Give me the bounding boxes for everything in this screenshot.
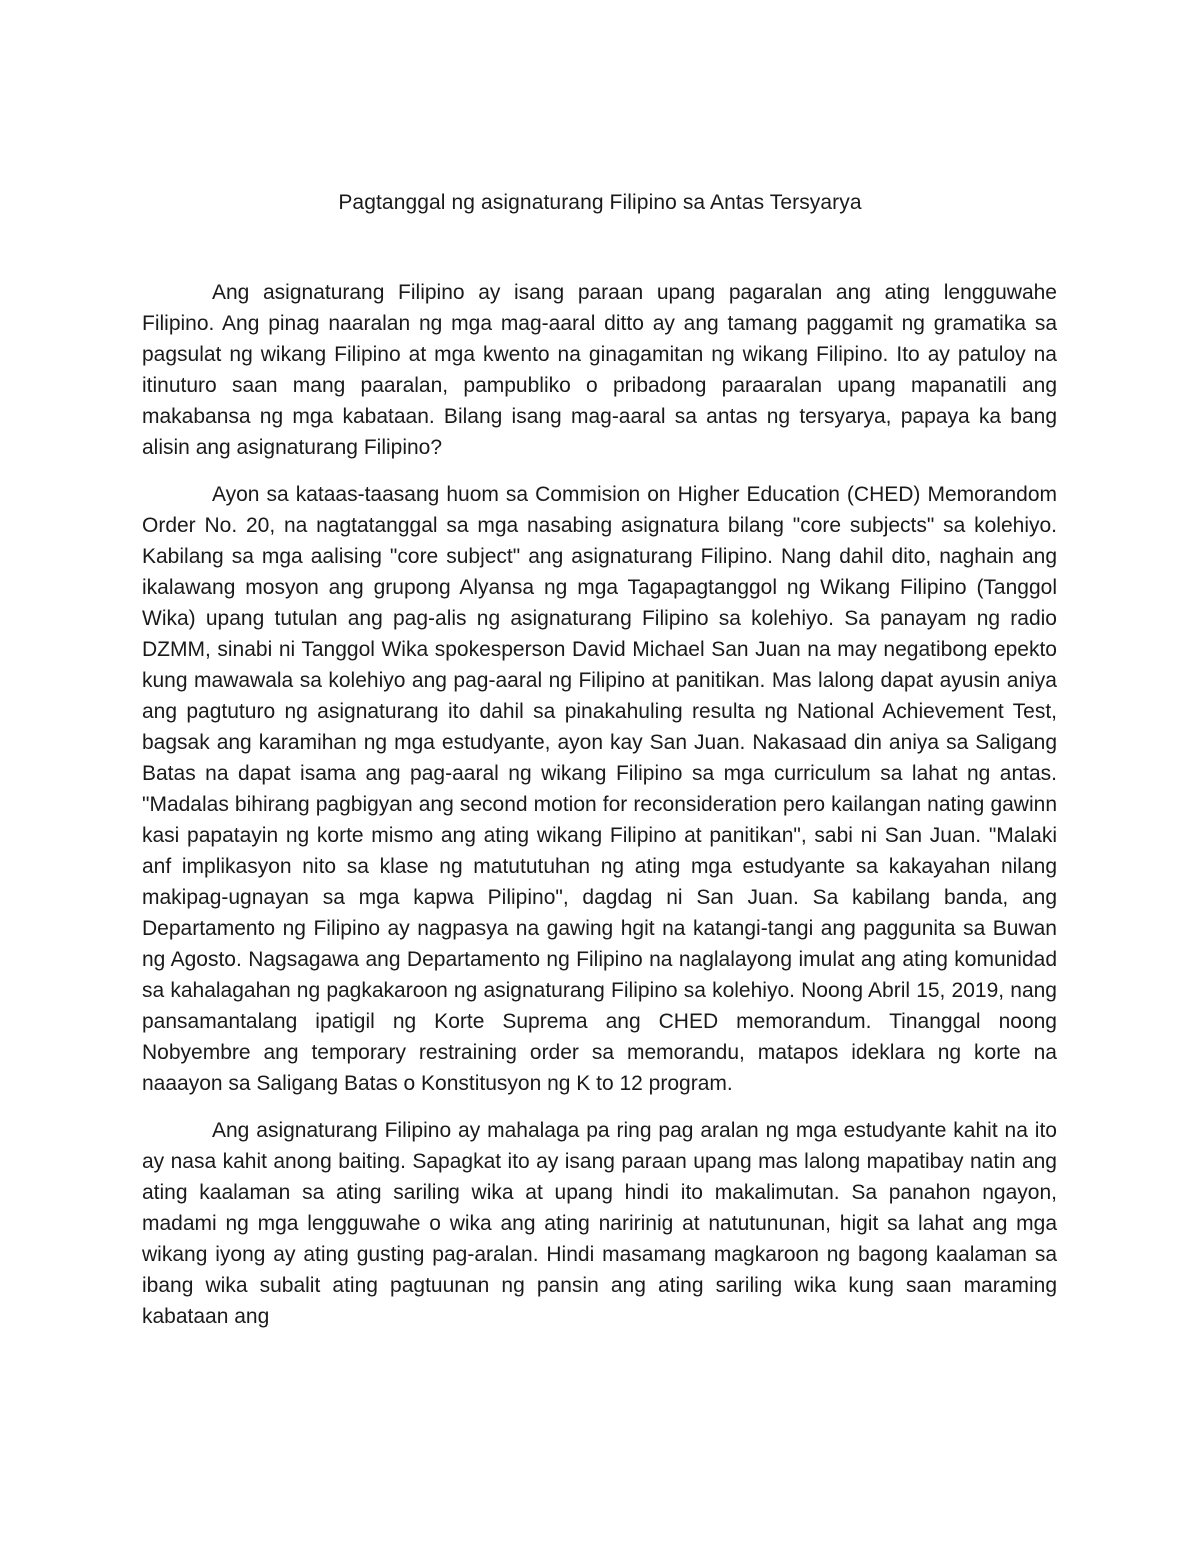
paragraph-ched-memorandum: Ayon sa kataas-taasang huom sa Commision on Higher Education (CHED) Memorandom Order No. 20, na nagtatanggal sa mga nasabing asignatura bilang "core subjects" sa kolehiyo. Kabilang sa mga aalising "core subject" ang asignaturang Filipino. Nang dahil dito, naghain ang ikalawang mosyon ang grupong Alyansa ng mga Tagapagtanggol ng Wikang Filipino (Tanggol Wika) upang tutulan ang pag-alis ng asignaturang Filipino sa kolehiyo. Sa panayam ng radio DZMM, sinabi ni Tanggol Wika spokesperson David Michael San Juan na may negatibong epekto kung mawawala sa kolehiyo ang pag-aaral ng Filipino at panitikan. Mas lalong dapat ayusin aniya ang pagtuturo ng asignaturang ito dahil sa pinakahuling resulta ng National Achievement Test, bagsak ang karamihan ng mga estudyante, ayon kay San Juan. Nakasaad din aniya sa Saligang Batas na dapat isama ang pag-aaral ng wikang Filipino sa mga curriculum sa lahat ng antas. "Madalas bihirang pagbigyan ang second motion for reconsideration pero kailangan nating gawinn kasi papatayin ng korte mismo ang ating wikang Filipino at panitikan", sabi ni San Juan. "Malaki anf implikasyon nito sa klase ng matututuhan ng ating mga estudyante sa kakayahan nilang makipag-ugnayan sa mga kapwa Pilipino", dagdag ni San Juan. Sa kabilang banda, ang Departamento ng Filipino ay nagpasya na gawing hgit na katangi-tangi ang paggunita sa Buwan ng Agosto. Nagsagawa ang Departamento ng Filipino na naglalayong imulat ang ating komunidad sa kahalagahan ng pagkakaroon ng asignaturang Filipino sa kolehiyo. Noong Abril 15, 2019, nang pansamantalang ipatigil ng Korte Suprema ang CHED memorandum. Tinanggal noong Nobyembre ang temporary restraining order sa memorandu, matapos ideklara ng korte na naaayon sa Saligang Batas o Konstitusyon ng K to 12 program. [142, 483, 1057, 1095]
paragraph-importance: Ang asignaturang Filipino ay mahalaga pa ring pag aralan ng mga estudyante kahit na ito ay nasa kahit anong baiting. Sapagkat ito ay isang paraan upang mas lalong mapatibay natin ang ating kaalaman sa ating sariling wika at upang hindi ito makalimutan. Sa panahon ngayon, madami ng mga lengguwahe o wika ang ating naririnig at natutununan, higit sa lahat ang mga wikang iyong ay ating gusting pag-aralan. Hindi masamang magkaroon ng bagong kaalaman sa ibang wika subalit ating pagtuunan ng pansin ang ating sariling wika kung saan maraming kabataan ang [142, 1119, 1057, 1328]
document-body [142, 277, 1057, 1348]
paragraph-intro: Ang asignaturang Filipino ay isang paraan upang pagaralan ang ating lengguwahe Filipino. Ang pinag naaralan ng mga mag-aaral ditto ay ang tamang paggamit ng gramatika sa pagsulat ng wikang Filipino at mga kwento na ginagamitan ng wikang Filipino. Ito ay patuloy na itinuturo saan mang paaralan, pampubliko o pribadong paraaralan upang mapanatili ang makabansa ng mga kabataan. Bilang isang mag-aaral sa antas ng tersyarya, papaya ka bang alisin ang asignaturang Filipino? [142, 281, 1057, 459]
document-title: Pagtanggal ng asignaturang Filipino sa Antas Tersyarya [338, 191, 862, 214]
